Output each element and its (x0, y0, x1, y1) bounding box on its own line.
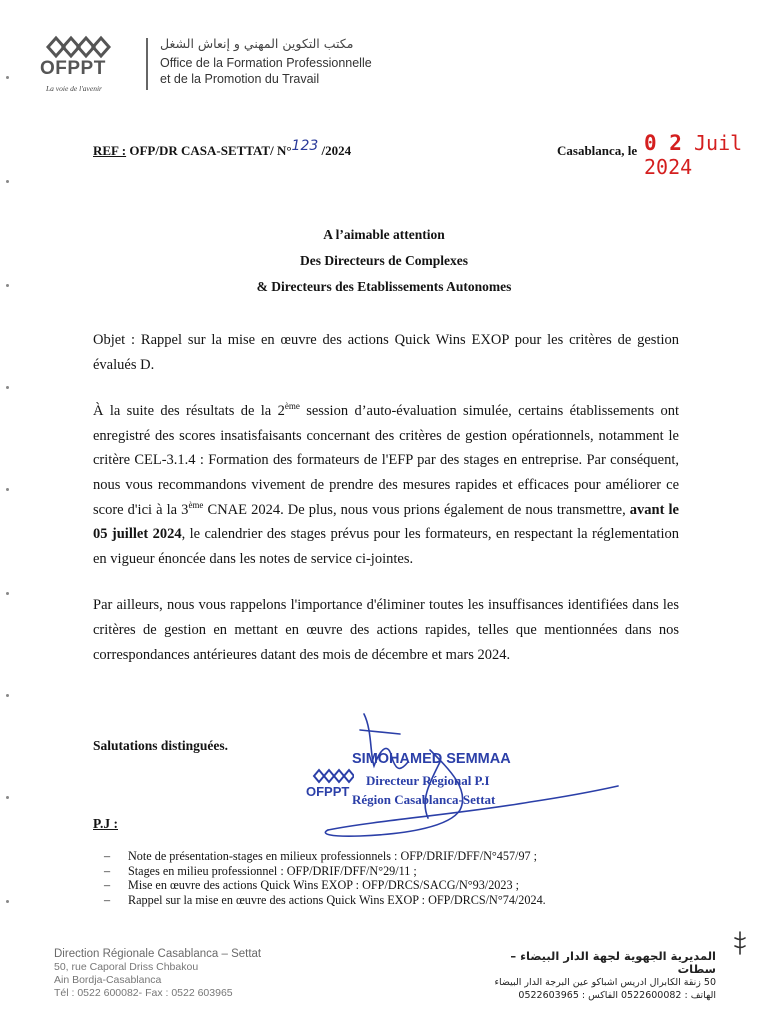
results-paragraph: À la suite des résultats de la 2ème session d’auto-évaluation simulée, certains établissements ont enregistré des scores insatisfaisants concernant des critères de gestion opérationnels, notamment le critère CEL-3.1.4 : Formation des formateurs de l'EFP par des stages en entreprise. Par conséquent, nous vous recommandons vivement de prendre des mesures rapides et efficaces pour améliorer ce score d'ici à la 3ème CNAE 2024. De plus, nous vous prions également de nous transmettre, avant le 05 juillet 2024, le calendrier des stages prévus pour les formateurs, en respectant la réglementation en vigueur énoncée dans les notes de service ci-jointes. (93, 401, 680, 567)
scan-dot (6, 592, 9, 595)
scan-dot (6, 694, 9, 697)
scan-dot (6, 76, 9, 79)
scan-dot (6, 900, 9, 903)
date-stamp-month: Juil (693, 131, 743, 155)
salutation: Salutations distinguées. (93, 738, 229, 753)
attachment-item: – Note de présentation-stages en milieux professionnels : OFP/DRIF/DFF/N°457/97 ; (104, 849, 538, 863)
footer-line: Tél : 0522 600082- Fax : 0522 603965 (54, 987, 233, 999)
footer-mark-icon (730, 930, 750, 956)
footer-title-french: Direction Régionale Casablanca – Settat (54, 948, 262, 960)
subject-paragraph: Objet : Rappel sur la mise en œuvre des actions Quick Wins EXOP pour les critères de gestion évalués D. (93, 332, 679, 373)
footer-address-arabic (480, 950, 716, 1002)
attachments-label: P.J : (93, 816, 119, 831)
footer-title-arabic: المديرية الجهوية لجهة الدار البيضاء –سطات (510, 949, 716, 976)
scan-dot (6, 488, 9, 491)
date-stamp (644, 131, 768, 179)
footer-address-french (54, 948, 261, 1000)
addressee-line: A l’aimable attention (323, 227, 445, 242)
date-stamp-day: 0 2 (644, 131, 682, 155)
reference-suffix: /2024 (321, 143, 352, 158)
org-name-french-line2: et de la Promotion du Travail (160, 72, 320, 86)
addressees-block (0, 222, 768, 300)
letter-body (93, 328, 679, 689)
footer-line: 50, rue Caporal Driss Chbakou (54, 961, 199, 973)
header-divider (146, 38, 148, 90)
signatory-name: SIMOHAMED SEMMAA (352, 751, 511, 767)
reminder-paragraph: Par ailleurs, nous vous rappelons l'importance d'éliminer toutes les insuffisances identifiées dans les critères de gestion en mettant en œuvre des actions rapides, telles que mentionnées dans nos correspondances antérieures datant des mois de décembre et mars 2024. (93, 597, 679, 663)
addressee-line: & Directeurs des Etablissements Autonomes (256, 279, 512, 294)
date-stamp-year: 2024 (644, 155, 693, 179)
signatory-region: Région Casablanca-Settat (352, 792, 496, 807)
reference-label: REF : (93, 143, 127, 158)
attachment-item: – Mise en œuvre des actions Quick Wins EXOP : OFP/DRCS/SACG/N°93/2023 ; (104, 878, 520, 892)
reference-line (93, 138, 352, 159)
stamp-logo-icon (312, 766, 354, 786)
footer-line: الهاتف : 0522600082 الفاكس : 0522603965 (518, 990, 716, 1001)
logo-tagline: La voie de l'avenir (46, 84, 102, 93)
scan-dot (6, 796, 9, 799)
attachment-item: – Stages en milieu professionnel : OFP/DRIF/DFF/N°29/11 ; (104, 863, 417, 878)
reference-number: 123 (291, 138, 319, 154)
scan-dot (6, 386, 9, 389)
addressee-line: Des Directeurs de Complexes (299, 253, 469, 268)
reference-prefix: OFP/DR CASA-SETTAT/ N° (129, 143, 292, 158)
stamp-logo-text: OFPPT (306, 784, 350, 799)
attachments-list (104, 849, 546, 907)
signatory-title: Directeur Régional P.I (366, 773, 490, 788)
place-date-label: Casablanca, le (557, 143, 638, 158)
footer-line: 50 زنقة الكابرال ادريس اشباكو عين البرجة الدار البيضاء (494, 977, 716, 988)
logo-text: OFPPT (40, 58, 106, 79)
deadline-text: avant le 05 juillet 2024 (93, 501, 679, 543)
scan-dot (6, 180, 9, 183)
org-name-arabic: مكتب التكوين المهني و إنعاش الشغل (160, 36, 354, 51)
footer-line: Ain Bordja-Casablanca (54, 974, 162, 986)
attachment-item: – Rappel sur la mise en œuvre des actions Quick Wins EXOP : OFP/DRCS/N°74/2024. (104, 892, 546, 907)
org-name-french-line1: Office de la Formation Professionnelle (160, 56, 372, 70)
